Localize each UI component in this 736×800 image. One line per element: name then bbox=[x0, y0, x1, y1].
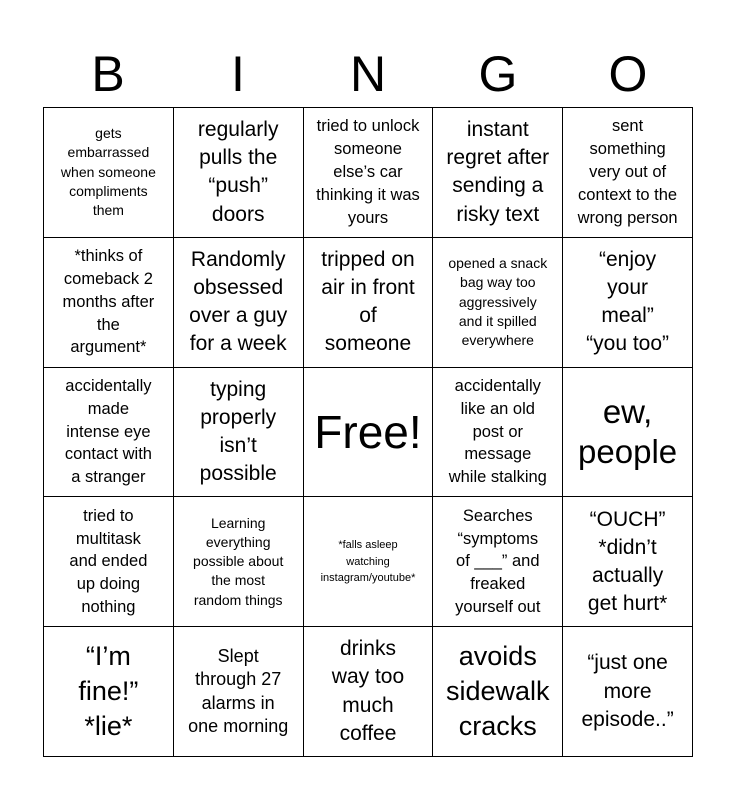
bingo-cell[interactable] bbox=[563, 368, 693, 498]
bingo-cell[interactable] bbox=[433, 627, 563, 757]
cell-text: sent something very out of context to the wrong person bbox=[577, 117, 678, 227]
cell-text: tripped on air in front of someone bbox=[321, 247, 415, 356]
bingo-cell[interactable] bbox=[433, 238, 563, 368]
cell-text: Searches “symptoms of ___” and freaked yourself out bbox=[455, 506, 541, 616]
cell-text: “enjoy your meal” “you too” bbox=[586, 247, 670, 356]
bingo-cell[interactable] bbox=[44, 108, 174, 238]
cell-text: *falls asleep watching instagram/youtube* bbox=[320, 539, 416, 585]
bingo-cell[interactable] bbox=[563, 108, 693, 238]
cell-text: “I’m fine!” *lie* bbox=[78, 640, 139, 742]
cell-text: “just one more episode..” bbox=[581, 651, 674, 731]
bingo-cell[interactable] bbox=[304, 497, 434, 627]
header-letter-g: G bbox=[478, 46, 518, 102]
bingo-cell[interactable] bbox=[174, 108, 304, 238]
bingo-cell[interactable] bbox=[44, 368, 174, 498]
bingo-cell[interactable] bbox=[433, 497, 563, 627]
header-letter-i: I bbox=[231, 46, 245, 102]
cell-text: “OUCH” *didn’t actually get hurt* bbox=[587, 507, 668, 615]
header-letter-o: O bbox=[608, 46, 648, 102]
cell-text: tried to unlock someone else’s car thinking it was yours bbox=[316, 117, 420, 227]
cell-text: typing properly isn’t possible bbox=[199, 377, 277, 486]
cell-text: gets embarrassed when someone compliments them bbox=[60, 125, 156, 219]
cell-text: avoids sidewalk cracks bbox=[446, 640, 550, 742]
cell-text: instant regret after sending a risky text bbox=[446, 118, 550, 226]
bingo-cell[interactable] bbox=[563, 497, 693, 627]
bingo-grid bbox=[43, 107, 693, 757]
bingo-cell[interactable] bbox=[304, 238, 434, 368]
bingo-cell[interactable] bbox=[44, 238, 174, 368]
cell-text: Randomly obsessed over a guy for a week bbox=[189, 247, 288, 356]
header-letter-b: B bbox=[91, 46, 125, 102]
bingo-header bbox=[43, 40, 693, 108]
cell-text: accidentally like an old post or message while stalking bbox=[448, 377, 547, 487]
bingo-cell[interactable] bbox=[563, 238, 693, 368]
bingo-cell[interactable] bbox=[44, 497, 174, 627]
bingo-cell[interactable] bbox=[433, 368, 563, 498]
bingo-cell[interactable] bbox=[174, 627, 304, 757]
cell-text: regularly pulls the “push” doors bbox=[197, 118, 279, 226]
cell-text: *thinks of comeback 2 months after the argument* bbox=[62, 247, 155, 357]
bingo-cell[interactable] bbox=[304, 627, 434, 757]
cell-text: Learning everything possible about the most random things bbox=[193, 514, 284, 608]
bingo-cell[interactable] bbox=[433, 108, 563, 238]
bingo-cell[interactable] bbox=[174, 368, 304, 498]
cell-text: accidentally made intense eye contact with a stranger bbox=[64, 377, 152, 487]
bingo-cell[interactable] bbox=[44, 627, 174, 757]
bingo-cell[interactable] bbox=[304, 108, 434, 238]
bingo-cell[interactable] bbox=[174, 497, 304, 627]
header-letter-n: N bbox=[349, 46, 387, 102]
cell-text: Slept through 27 alarms in one morning bbox=[188, 645, 289, 736]
free-space-text: Free! bbox=[314, 405, 422, 458]
cell-text: opened a snack bag way too aggressively and it spilled everywhere bbox=[448, 254, 548, 349]
cell-text: ew, people bbox=[578, 393, 678, 470]
bingo-cell-free[interactable] bbox=[304, 368, 434, 498]
bingo-cell[interactable] bbox=[174, 238, 304, 368]
bingo-cell[interactable] bbox=[563, 627, 693, 757]
cell-text: tried to multitask and ended up doing nothing bbox=[69, 506, 148, 616]
cell-text: drinks way too much coffee bbox=[331, 637, 405, 745]
